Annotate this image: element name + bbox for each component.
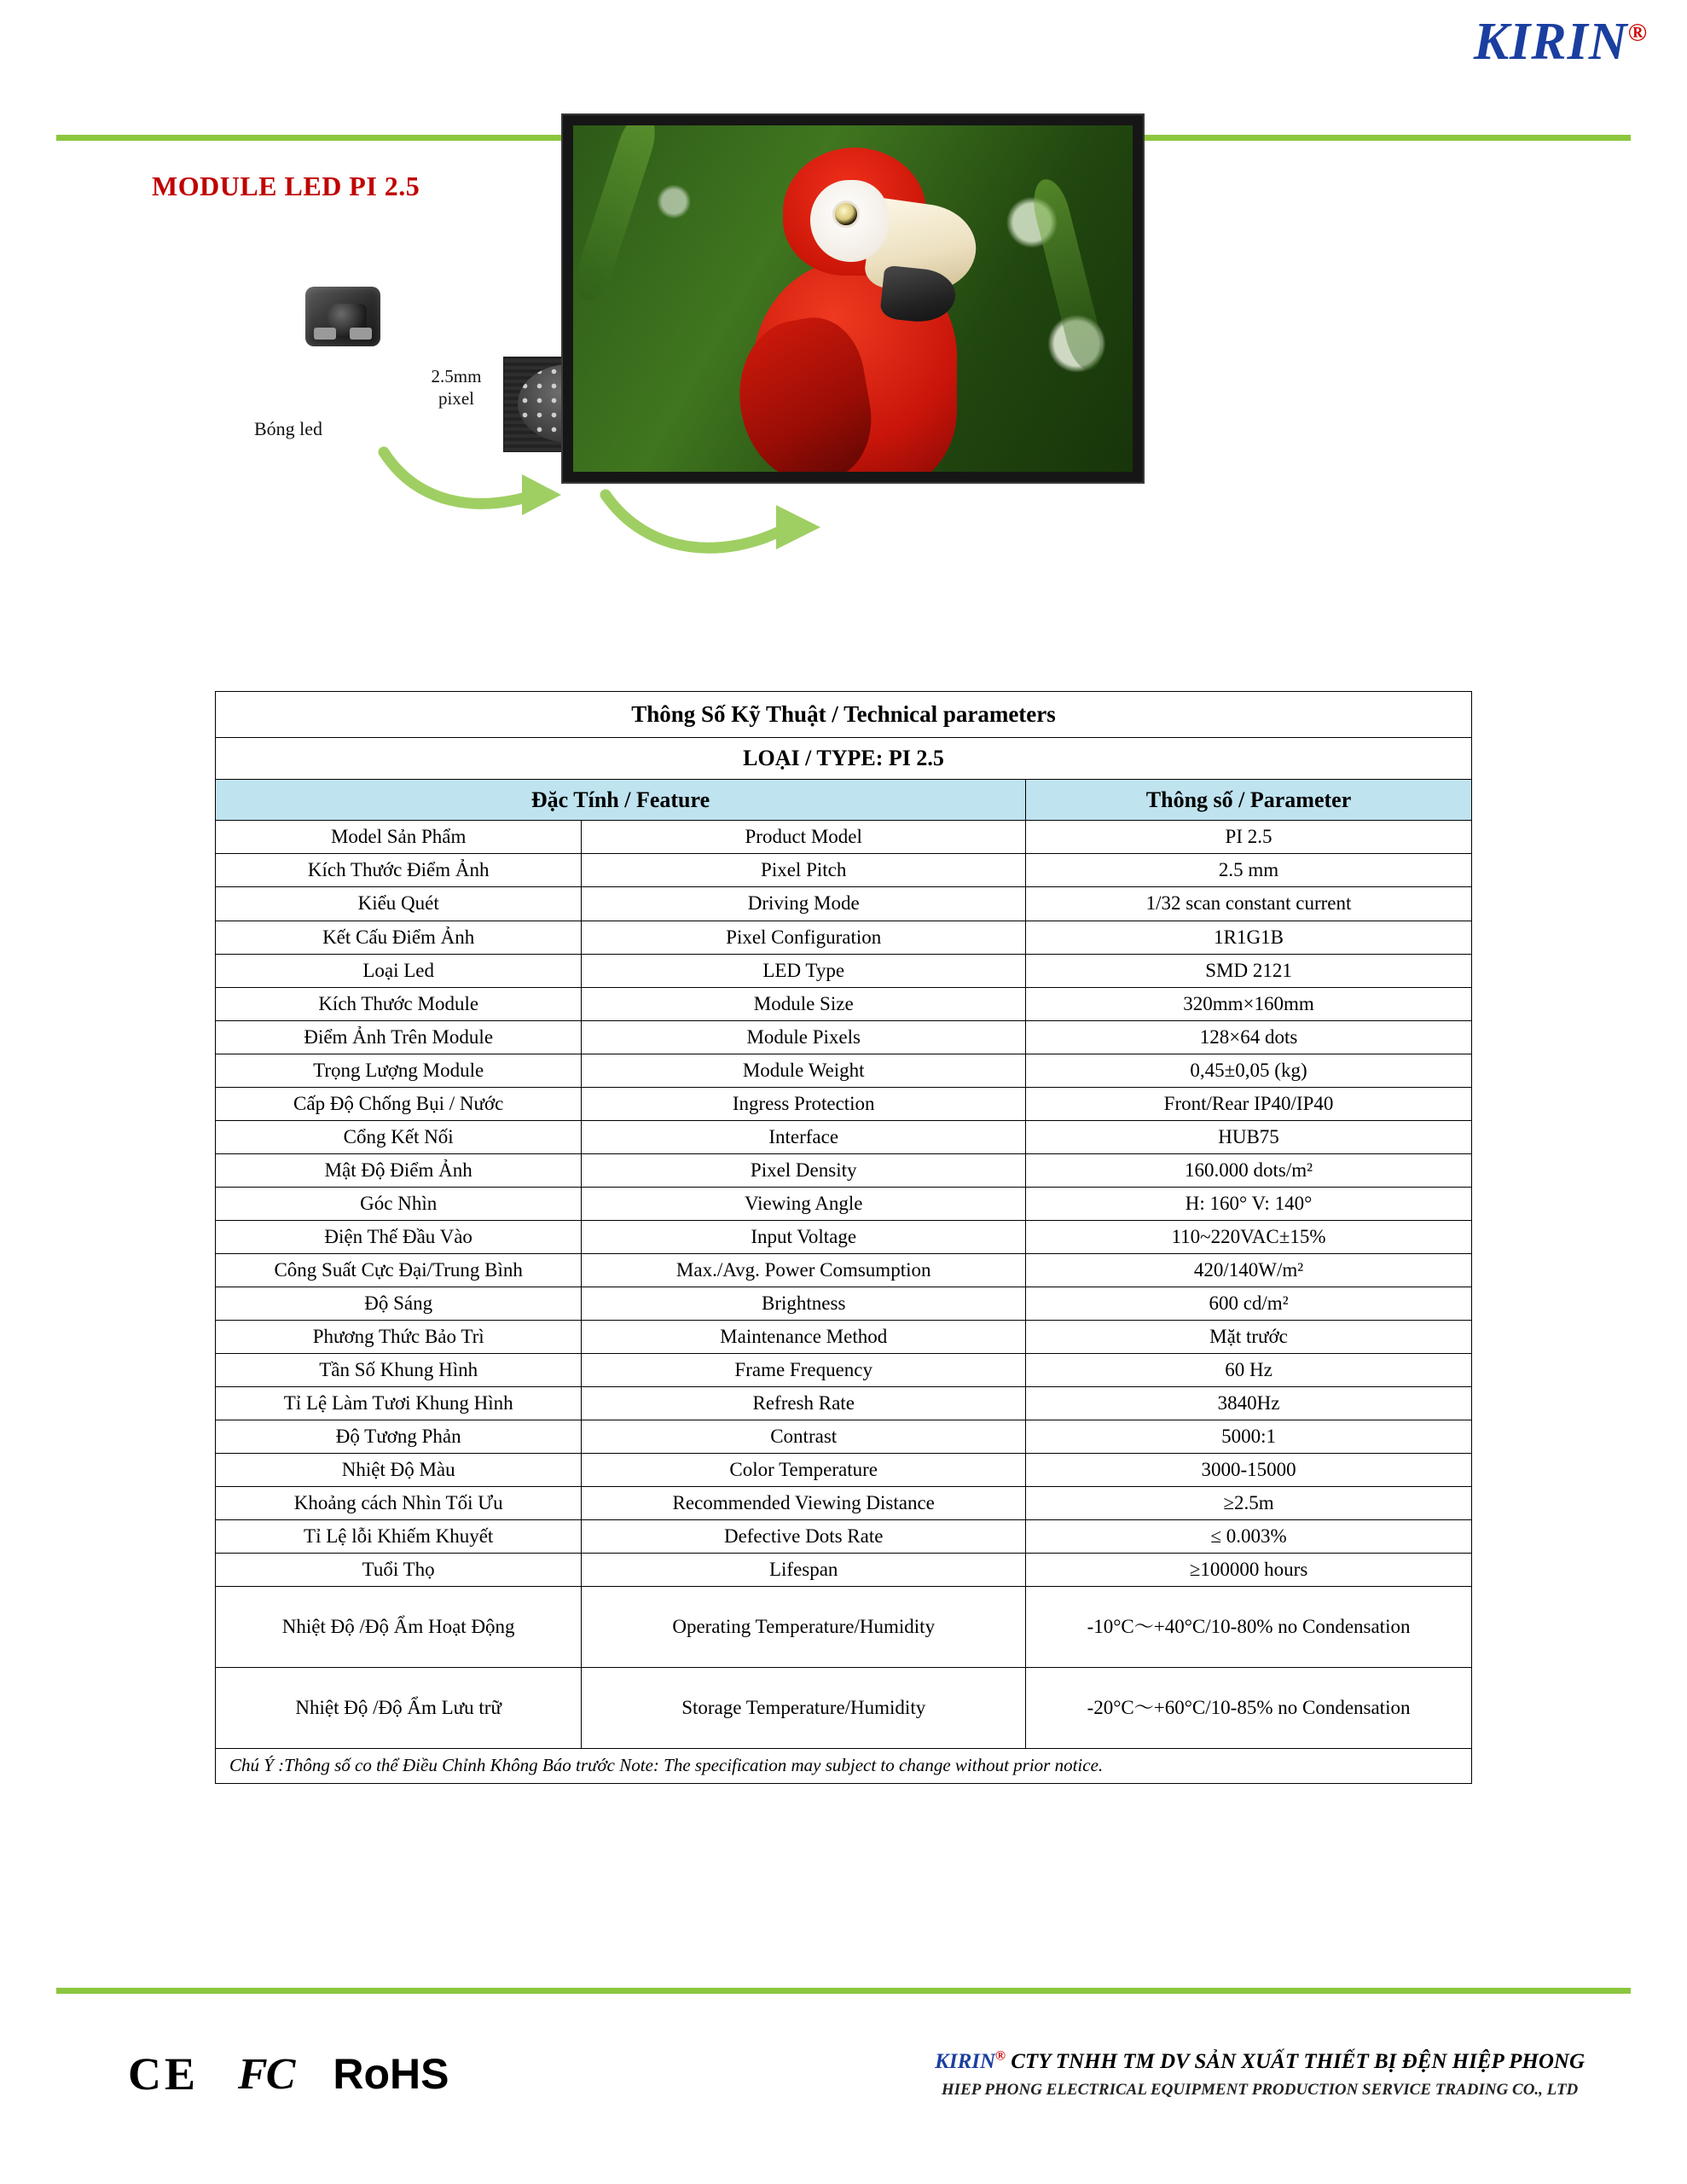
parrot-image (701, 141, 1008, 482)
cell-feature-en: Pixel Pitch (582, 854, 1026, 887)
cell-parameter: 320mm×160mm (1026, 987, 1472, 1020)
table-row (216, 1253, 1472, 1287)
led-lamp-label: Bóng led (254, 418, 323, 439)
pixel-pitch-label-line1: 2.5mm (431, 366, 482, 386)
table-note-row (216, 1749, 1472, 1784)
cell-parameter: 128×64 dots (1026, 1020, 1472, 1054)
cell-feature-en: Module Pixels (582, 1020, 1026, 1054)
cell-feature-vn: Tuổi Thọ (216, 1554, 582, 1587)
cell-feature-vn: Cấp Độ Chống Bụi / Nước (216, 1087, 582, 1120)
footer-company-vn (935, 2046, 1585, 2078)
cell-feature-vn: Kết Cấu Điểm Ảnh (216, 921, 582, 954)
footer-brand: KIRIN (935, 2050, 996, 2073)
cell-feature-vn: Kích Thước Điểm Ảnh (216, 854, 582, 887)
cell-feature-en: Contrast (582, 1420, 1026, 1454)
cell-feature-en: Viewing Angle (582, 1187, 1026, 1220)
cell-parameter: 3000-15000 (1026, 1454, 1472, 1487)
footer-divider (56, 1988, 1631, 1994)
cell-feature-vn: Phương Thức Bảo Trì (216, 1321, 582, 1354)
ce-mark-icon: CE (128, 2048, 200, 2100)
cell-feature-en: Maintenance Method (582, 1321, 1026, 1354)
footer-company-info (935, 2046, 1585, 2102)
column-header-parameter: Thông số / Parameter (1026, 779, 1472, 821)
rohs-mark-icon: RoHS (333, 2050, 449, 2098)
cell-parameter: 110~220VAC±15% (1026, 1220, 1472, 1253)
cell-feature-vn: Nhiệt Độ Màu (216, 1454, 582, 1487)
table-row (216, 1287, 1472, 1321)
cell-feature-vn: Tỉ Lệ lỗi Khiếm Khuyết (216, 1520, 582, 1554)
cell-feature-en: LED Type (582, 954, 1026, 987)
cell-feature-en: Product Model (582, 821, 1026, 854)
cell-parameter: Mặt trước (1026, 1321, 1472, 1354)
cell-feature-vn: Điểm Ảnh Trên Module (216, 1020, 582, 1054)
table-row (216, 1020, 1472, 1054)
cell-feature-en: Refresh Rate (582, 1387, 1026, 1420)
table-row (216, 921, 1472, 954)
cell-parameter: 60 Hz (1026, 1354, 1472, 1387)
cell-parameter: ≤ 0.003% (1026, 1520, 1472, 1554)
table-row (216, 1153, 1472, 1187)
cell-feature-vn: Model Sản Phẩm (216, 821, 582, 854)
table-row (216, 1187, 1472, 1220)
led-screen-preview (563, 115, 1143, 482)
pixel-pitch-label-line2: pixel (438, 388, 474, 410)
registered-mark-icon: ® (1627, 18, 1648, 47)
cell-feature-vn: Độ Tương Phản (216, 1420, 582, 1454)
cell-feature-vn: Tần Số Khung Hình (216, 1354, 582, 1387)
page-title: MODULE LED PI 2.5 (152, 171, 420, 201)
cell-feature-en: Frame Frequency (582, 1354, 1026, 1387)
table-row (216, 1054, 1472, 1087)
table-type-row (216, 737, 1472, 779)
cell-parameter: ≥100000 hours (1026, 1554, 1472, 1587)
cell-feature-en: Lifespan (582, 1554, 1026, 1587)
cell-parameter: -20°C～+60°C/10-85% no Condensation (1026, 1668, 1472, 1749)
table-note: Chú Ý :Thông số co thể Điều Chỉnh Không Báo trước Note: The specification may subject to change without prior notice. (216, 1749, 1472, 1784)
cell-parameter: ≥2.5m (1026, 1487, 1472, 1520)
cell-feature-vn: Tỉ Lệ Làm Tươi Khung Hình (216, 1387, 582, 1420)
technical-parameters-table (215, 691, 1472, 1784)
led-lamp-body (305, 287, 380, 346)
cell-feature-en: Input Voltage (582, 1220, 1026, 1253)
table-type: LOẠI / TYPE: PI 2.5 (216, 737, 1472, 779)
cell-feature-en: Recommended Viewing Distance (582, 1487, 1026, 1520)
cell-parameter: HUB75 (1026, 1120, 1472, 1153)
cell-parameter: 420/140W/m² (1026, 1253, 1472, 1287)
cell-feature-vn: Kích Thước Module (216, 987, 582, 1020)
cell-feature-vn: Nhiệt Độ /Độ Ẩm Hoạt Động (216, 1587, 582, 1668)
cell-parameter: 3840Hz (1026, 1387, 1472, 1420)
table-row (216, 1554, 1472, 1587)
cell-feature-vn: Độ Sáng (216, 1287, 582, 1321)
cell-feature-vn: Kiểu Quét (216, 887, 582, 921)
table-row (216, 1668, 1472, 1749)
table-title-row (216, 692, 1472, 738)
cell-feature-vn: Nhiệt Độ /Độ Ẩm Lưu trữ (216, 1668, 582, 1749)
cell-feature-en: Pixel Density (582, 1153, 1026, 1187)
led-pad-right (350, 328, 372, 340)
table-row (216, 1420, 1472, 1454)
cell-feature-vn: Khoảng cách Nhìn Tối Ưu (216, 1487, 582, 1520)
cell-feature-en: Driving Mode (582, 887, 1026, 921)
table-row (216, 987, 1472, 1020)
cell-feature-vn: Cổng Kết Nối (216, 1120, 582, 1153)
cell-feature-vn: Loại Led (216, 954, 582, 987)
parrot-eye (832, 200, 860, 228)
cell-parameter: H: 160° V: 140° (1026, 1187, 1472, 1220)
cell-feature-en: Max./Avg. Power Comsumption (582, 1253, 1026, 1287)
table-row (216, 1454, 1472, 1487)
cell-feature-vn: Công Suất Cực Đại/Trung Bình (216, 1253, 582, 1287)
cell-parameter: 1R1G1B (1026, 921, 1472, 954)
table-row (216, 1587, 1472, 1668)
company-logo (1473, 13, 1648, 71)
cell-parameter: 2.5 mm (1026, 854, 1472, 887)
product-illustration (128, 171, 1578, 648)
cell-parameter: 5000:1 (1026, 1420, 1472, 1454)
table-row (216, 1220, 1472, 1253)
table-row (216, 1520, 1472, 1554)
fcc-mark-icon: FC (238, 2049, 294, 2099)
cell-feature-en: Module Size (582, 987, 1026, 1020)
cell-parameter: 0,45±0,05 (kg) (1026, 1054, 1472, 1087)
footer-company-en: HIEP PHONG ELECTRICAL EQUIPMENT PRODUCTION SERVICE TRADING CO., LTD (941, 2080, 1579, 2099)
table-row (216, 1487, 1472, 1520)
table-row (216, 854, 1472, 887)
table-row (216, 1321, 1472, 1354)
table-row (216, 1354, 1472, 1387)
cell-parameter: PI 2.5 (1026, 821, 1472, 854)
cell-feature-en: Ingress Protection (582, 1087, 1026, 1120)
cell-parameter: 600 cd/m² (1026, 1287, 1472, 1321)
table-row (216, 887, 1472, 921)
cell-parameter: 1/32 scan constant current (1026, 887, 1472, 921)
table-row (216, 954, 1472, 987)
cell-feature-en: Module Weight (582, 1054, 1026, 1087)
cell-parameter: Front/Rear IP40/IP40 (1026, 1087, 1472, 1120)
cell-feature-en: Pixel Configuration (582, 921, 1026, 954)
cell-feature-en: Operating Temperature/Humidity (582, 1587, 1026, 1668)
table-header-row (216, 779, 1472, 821)
table-title: Thông Số Kỹ Thuật / Technical parameters (216, 692, 1472, 738)
cell-feature-en: Defective Dots Rate (582, 1520, 1026, 1554)
company-logo-text: KIRIN (1473, 13, 1628, 71)
led-pad-left (314, 328, 336, 340)
led-lamp-image (299, 282, 394, 360)
cell-feature-en: Interface (582, 1120, 1026, 1153)
table-row (216, 821, 1472, 854)
pixel-pitch-label (409, 365, 503, 410)
table-row (216, 1087, 1472, 1120)
cell-feature-vn: Mật Độ Điểm Ảnh (216, 1153, 582, 1187)
table-body (216, 692, 1472, 1784)
cell-feature-en: Color Temperature (582, 1454, 1026, 1487)
cell-parameter: -10°C～+40°C/10-80% no Condensation (1026, 1587, 1472, 1668)
cell-feature-vn: Góc Nhìn (216, 1187, 582, 1220)
cell-feature-vn: Điện Thế Đầu Vào (216, 1220, 582, 1253)
column-header-feature: Đặc Tính / Feature (216, 779, 1026, 821)
certification-marks (128, 2048, 449, 2100)
cell-parameter: SMD 2121 (1026, 954, 1472, 987)
cell-feature-en: Brightness (582, 1287, 1026, 1321)
table-row (216, 1387, 1472, 1420)
cell-feature-vn: Trọng Lượng Module (216, 1054, 582, 1087)
cell-parameter: 160.000 dots/m² (1026, 1153, 1472, 1187)
footer-company-name-vn: CTY TNHH TM DV SẢN XUẤT THIẾT BỊ ĐỆN HIỆP PHONG (1011, 2050, 1585, 2073)
table-row (216, 1120, 1472, 1153)
cell-feature-en: Storage Temperature/Humidity (582, 1668, 1026, 1749)
footer-registered-mark-icon: ® (995, 2048, 1006, 2064)
